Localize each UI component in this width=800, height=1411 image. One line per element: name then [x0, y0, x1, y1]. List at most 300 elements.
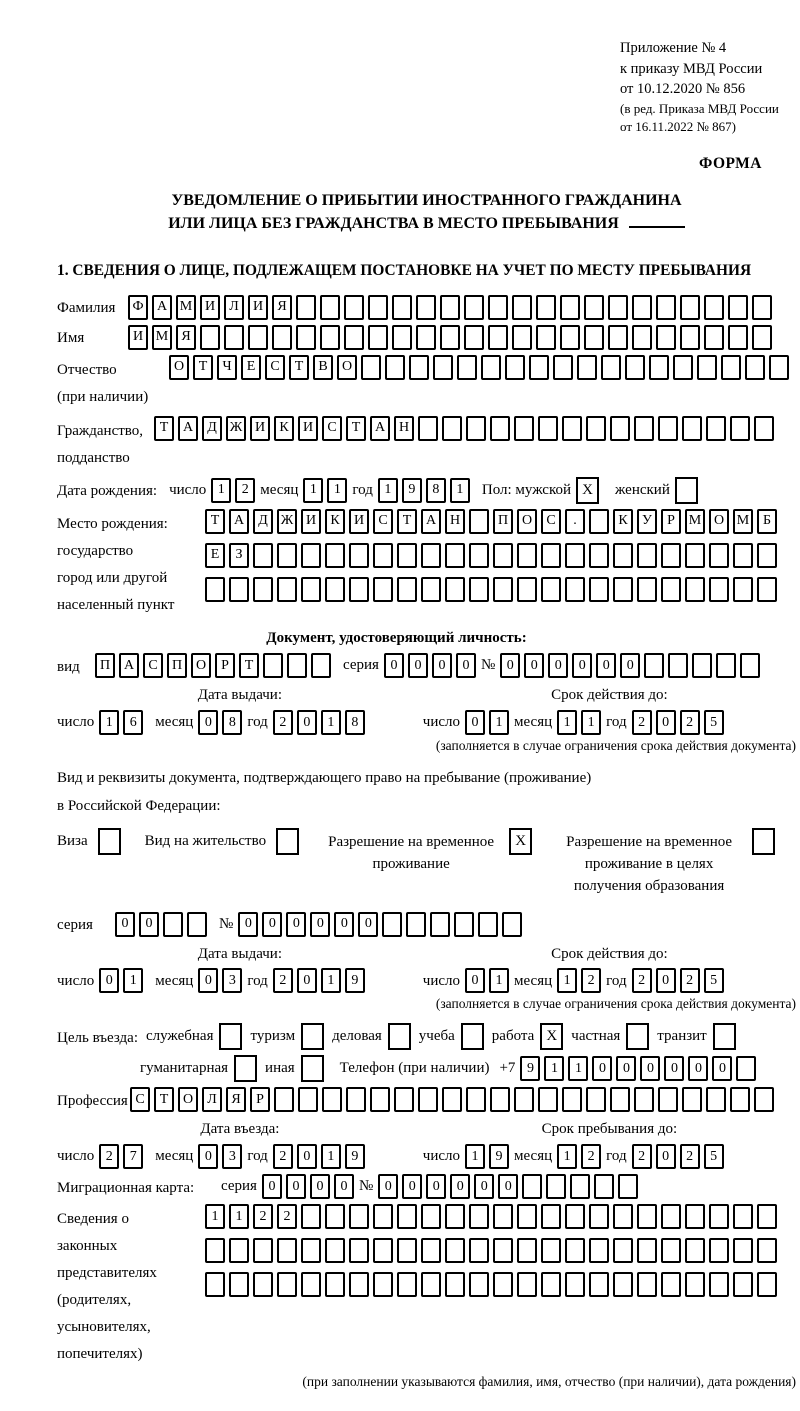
char-cell[interactable]	[301, 1272, 321, 1297]
char-cell[interactable]	[589, 1238, 609, 1263]
char-cell[interactable]	[709, 543, 729, 568]
char-cell[interactable]	[704, 295, 724, 320]
char-cell[interactable]	[656, 325, 676, 350]
char-cell[interactable]	[493, 1238, 513, 1263]
char-cell[interactable]	[445, 543, 465, 568]
char-cell[interactable]	[205, 1272, 225, 1297]
char-cell[interactable]	[721, 355, 741, 380]
char-cell[interactable]	[632, 295, 652, 320]
char-cell[interactable]: И	[200, 295, 220, 320]
char-cell[interactable]	[541, 1204, 561, 1229]
char-cell[interactable]: 0	[572, 653, 592, 678]
char-cell[interactable]: Л	[224, 295, 244, 320]
char-cell[interactable]: О	[337, 355, 357, 380]
char-cell[interactable]	[505, 355, 525, 380]
char-cell[interactable]: А	[229, 509, 249, 534]
char-cell[interactable]	[634, 416, 654, 441]
char-cell[interactable]	[637, 1272, 657, 1297]
char-cell[interactable]	[706, 416, 726, 441]
char-cell[interactable]	[661, 1204, 681, 1229]
char-cell[interactable]: 6	[123, 710, 143, 735]
char-cell[interactable]	[728, 325, 748, 350]
char-cell[interactable]	[649, 355, 669, 380]
char-cell[interactable]: С	[322, 416, 342, 441]
char-cell[interactable]	[613, 543, 633, 568]
char-cell[interactable]	[685, 543, 705, 568]
char-cell[interactable]: Т	[239, 653, 259, 678]
char-cell[interactable]	[709, 1272, 729, 1297]
char-cell[interactable]	[421, 543, 441, 568]
char-cell[interactable]: 9	[489, 1144, 509, 1169]
char-cell[interactable]: Н	[394, 416, 414, 441]
char-cell[interactable]: 1	[465, 1144, 485, 1169]
char-cell[interactable]	[730, 416, 750, 441]
char-cell[interactable]	[349, 1238, 369, 1263]
char-cell[interactable]	[272, 325, 292, 350]
char-cell[interactable]: 0	[115, 912, 135, 937]
char-cell[interactable]: 2	[680, 968, 700, 993]
char-cell[interactable]: Е	[205, 543, 225, 568]
char-cell[interactable]	[637, 543, 657, 568]
char-cell[interactable]: И	[301, 509, 321, 534]
char-cell[interactable]: 0	[616, 1056, 636, 1081]
char-cell[interactable]	[565, 577, 585, 602]
char-cell[interactable]	[277, 1272, 297, 1297]
char-cell[interactable]	[464, 295, 484, 320]
char-cell[interactable]: 9	[520, 1056, 540, 1081]
char-cell[interactable]: 0	[592, 1056, 612, 1081]
char-cell[interactable]	[385, 355, 405, 380]
char-cell[interactable]	[613, 1272, 633, 1297]
char-cell[interactable]	[361, 355, 381, 380]
char-cell[interactable]: 1	[205, 1204, 225, 1229]
char-cell[interactable]	[187, 912, 207, 937]
char-cell[interactable]	[406, 912, 426, 937]
char-cell[interactable]	[301, 1238, 321, 1263]
char-cell[interactable]: И	[128, 325, 148, 350]
char-cell[interactable]: 0	[297, 710, 317, 735]
char-cell[interactable]: М	[176, 295, 196, 320]
char-cell[interactable]	[757, 1238, 777, 1263]
char-cell[interactable]: П	[167, 653, 187, 678]
visa-checkbox[interactable]	[98, 828, 121, 855]
char-cell[interactable]: 0	[712, 1056, 732, 1081]
char-cell[interactable]	[421, 577, 441, 602]
char-cell[interactable]: 1	[321, 1144, 341, 1169]
char-cell[interactable]: С	[265, 355, 285, 380]
char-cell[interactable]	[488, 325, 508, 350]
char-cell[interactable]: 0	[358, 912, 378, 937]
char-cell[interactable]	[514, 416, 534, 441]
char-cell[interactable]	[733, 577, 753, 602]
char-cell[interactable]: Т	[346, 416, 366, 441]
char-cell[interactable]	[469, 1238, 489, 1263]
char-cell[interactable]	[541, 1272, 561, 1297]
char-cell[interactable]	[397, 1204, 417, 1229]
char-cell[interactable]: 8	[426, 478, 446, 503]
char-cell[interactable]: .	[565, 509, 585, 534]
char-cell[interactable]	[277, 577, 297, 602]
char-cell[interactable]: Е	[241, 355, 261, 380]
char-cell[interactable]	[594, 1174, 614, 1199]
char-cell[interactable]	[320, 325, 340, 350]
char-cell[interactable]	[325, 1238, 345, 1263]
char-cell[interactable]	[493, 543, 513, 568]
char-cell[interactable]: Т	[289, 355, 309, 380]
char-cell[interactable]	[512, 325, 532, 350]
char-cell[interactable]	[733, 543, 753, 568]
business-checkbox[interactable]	[388, 1023, 411, 1050]
char-cell[interactable]: П	[95, 653, 115, 678]
char-cell[interactable]	[445, 1238, 465, 1263]
char-cell[interactable]	[661, 1272, 681, 1297]
char-cell[interactable]	[769, 355, 789, 380]
char-cell[interactable]	[512, 295, 532, 320]
char-cell[interactable]	[397, 577, 417, 602]
char-cell[interactable]	[311, 653, 331, 678]
char-cell[interactable]: 2	[632, 710, 652, 735]
char-cell[interactable]	[394, 1087, 414, 1112]
char-cell[interactable]	[416, 325, 436, 350]
char-cell[interactable]	[685, 1272, 705, 1297]
char-cell[interactable]: 2	[581, 1144, 601, 1169]
char-cell[interactable]: Р	[250, 1087, 270, 1112]
char-cell[interactable]	[493, 1204, 513, 1229]
char-cell[interactable]	[536, 325, 556, 350]
char-cell[interactable]	[733, 1238, 753, 1263]
char-cell[interactable]	[658, 1087, 678, 1112]
char-cell[interactable]: 1	[450, 478, 470, 503]
char-cell[interactable]	[421, 1238, 441, 1263]
char-cell[interactable]	[298, 1087, 318, 1112]
char-cell[interactable]	[373, 543, 393, 568]
char-cell[interactable]: 0	[498, 1174, 518, 1199]
char-cell[interactable]	[368, 295, 388, 320]
char-cell[interactable]	[634, 1087, 654, 1112]
char-cell[interactable]	[517, 543, 537, 568]
char-cell[interactable]	[392, 295, 412, 320]
char-cell[interactable]	[697, 355, 717, 380]
char-cell[interactable]: Р	[661, 509, 681, 534]
char-cell[interactable]	[565, 1238, 585, 1263]
char-cell[interactable]: 1	[321, 968, 341, 993]
char-cell[interactable]: 0	[500, 653, 520, 678]
char-cell[interactable]: 1	[229, 1204, 249, 1229]
char-cell[interactable]	[661, 577, 681, 602]
char-cell[interactable]	[322, 1087, 342, 1112]
char-cell[interactable]: 0	[198, 1144, 218, 1169]
char-cell[interactable]: 0	[334, 912, 354, 937]
char-cell[interactable]	[618, 1174, 638, 1199]
char-cell[interactable]: Ф	[128, 295, 148, 320]
char-cell[interactable]	[644, 653, 664, 678]
char-cell[interactable]	[680, 325, 700, 350]
char-cell[interactable]: Р	[215, 653, 235, 678]
char-cell[interactable]	[546, 1174, 566, 1199]
char-cell[interactable]: 2	[273, 710, 293, 735]
char-cell[interactable]: Ч	[217, 355, 237, 380]
char-cell[interactable]	[493, 1272, 513, 1297]
char-cell[interactable]	[397, 1272, 417, 1297]
char-cell[interactable]: 9	[345, 968, 365, 993]
char-cell[interactable]: 0	[286, 912, 306, 937]
char-cell[interactable]	[730, 1087, 750, 1112]
char-cell[interactable]	[736, 1056, 756, 1081]
char-cell[interactable]: А	[370, 416, 390, 441]
char-cell[interactable]	[493, 577, 513, 602]
char-cell[interactable]	[466, 1087, 486, 1112]
char-cell[interactable]	[263, 653, 283, 678]
char-cell[interactable]	[320, 295, 340, 320]
char-cell[interactable]: 2	[680, 1144, 700, 1169]
char-cell[interactable]: 0	[99, 968, 119, 993]
char-cell[interactable]	[560, 325, 580, 350]
char-cell[interactable]	[586, 1087, 606, 1112]
char-cell[interactable]: 2	[273, 968, 293, 993]
char-cell[interactable]	[274, 1087, 294, 1112]
char-cell[interactable]: 2	[581, 968, 601, 993]
char-cell[interactable]: 8	[345, 710, 365, 735]
char-cell[interactable]	[442, 1087, 462, 1112]
char-cell[interactable]	[637, 577, 657, 602]
char-cell[interactable]: 0	[664, 1056, 684, 1081]
char-cell[interactable]	[668, 653, 688, 678]
char-cell[interactable]	[344, 325, 364, 350]
char-cell[interactable]	[608, 325, 628, 350]
char-cell[interactable]	[397, 543, 417, 568]
char-cell[interactable]: 1	[303, 478, 323, 503]
char-cell[interactable]	[368, 325, 388, 350]
char-cell[interactable]: А	[119, 653, 139, 678]
char-cell[interactable]	[704, 325, 724, 350]
char-cell[interactable]: Т	[397, 509, 417, 534]
char-cell[interactable]	[685, 1238, 705, 1263]
char-cell[interactable]	[163, 912, 183, 937]
char-cell[interactable]: 0	[656, 1144, 676, 1169]
char-cell[interactable]	[656, 295, 676, 320]
char-cell[interactable]	[253, 543, 273, 568]
char-cell[interactable]: К	[613, 509, 633, 534]
char-cell[interactable]	[709, 577, 729, 602]
char-cell[interactable]	[454, 912, 474, 937]
char-cell[interactable]: М	[152, 325, 172, 350]
char-cell[interactable]	[589, 509, 609, 534]
char-cell[interactable]: 0	[310, 1174, 330, 1199]
char-cell[interactable]	[253, 1272, 273, 1297]
char-cell[interactable]	[757, 1272, 777, 1297]
char-cell[interactable]: 0	[640, 1056, 660, 1081]
char-cell[interactable]: Т	[205, 509, 225, 534]
char-cell[interactable]	[529, 355, 549, 380]
tourism-checkbox[interactable]	[301, 1023, 324, 1050]
char-cell[interactable]: М	[733, 509, 753, 534]
char-cell[interactable]	[538, 1087, 558, 1112]
char-cell[interactable]	[469, 1272, 489, 1297]
char-cell[interactable]	[733, 1204, 753, 1229]
char-cell[interactable]: 1	[557, 968, 577, 993]
char-cell[interactable]	[277, 543, 297, 568]
char-cell[interactable]	[610, 416, 630, 441]
char-cell[interactable]: Ж	[226, 416, 246, 441]
char-cell[interactable]: 0	[297, 1144, 317, 1169]
char-cell[interactable]: 5	[704, 710, 724, 735]
char-cell[interactable]	[490, 416, 510, 441]
char-cell[interactable]: Н	[445, 509, 465, 534]
char-cell[interactable]: 0	[198, 968, 218, 993]
char-cell[interactable]: 1	[489, 968, 509, 993]
char-cell[interactable]: 0	[656, 968, 676, 993]
char-cell[interactable]: 0	[286, 1174, 306, 1199]
char-cell[interactable]	[464, 325, 484, 350]
char-cell[interactable]: 1	[321, 710, 341, 735]
char-cell[interactable]	[613, 577, 633, 602]
temporary-residence-education-checkbox[interactable]	[752, 828, 775, 855]
char-cell[interactable]	[541, 1238, 561, 1263]
char-cell[interactable]	[613, 1204, 633, 1229]
char-cell[interactable]	[301, 577, 321, 602]
char-cell[interactable]	[469, 1204, 489, 1229]
char-cell[interactable]	[658, 416, 678, 441]
char-cell[interactable]	[301, 1204, 321, 1229]
char-cell[interactable]: 2	[680, 710, 700, 735]
char-cell[interactable]: 0	[262, 912, 282, 937]
char-cell[interactable]	[733, 1272, 753, 1297]
char-cell[interactable]	[373, 1238, 393, 1263]
char-cell[interactable]	[301, 543, 321, 568]
char-cell[interactable]: 0	[310, 912, 330, 937]
char-cell[interactable]: 1	[489, 710, 509, 735]
char-cell[interactable]: 1	[544, 1056, 564, 1081]
char-cell[interactable]: М	[685, 509, 705, 534]
char-cell[interactable]: О	[169, 355, 189, 380]
char-cell[interactable]	[349, 1204, 369, 1229]
char-cell[interactable]	[296, 325, 316, 350]
char-cell[interactable]	[661, 543, 681, 568]
char-cell[interactable]: 0	[432, 653, 452, 678]
char-cell[interactable]: Д	[253, 509, 273, 534]
char-cell[interactable]	[478, 912, 498, 937]
char-cell[interactable]: 0	[620, 653, 640, 678]
char-cell[interactable]	[253, 577, 273, 602]
char-cell[interactable]: С	[130, 1087, 150, 1112]
male-checkbox[interactable]: Х	[576, 477, 599, 504]
char-cell[interactable]: И	[298, 416, 318, 441]
char-cell[interactable]	[445, 1204, 465, 1229]
char-cell[interactable]: С	[373, 509, 393, 534]
char-cell[interactable]	[481, 355, 501, 380]
char-cell[interactable]	[344, 295, 364, 320]
char-cell[interactable]	[382, 912, 402, 937]
char-cell[interactable]	[466, 416, 486, 441]
char-cell[interactable]: У	[637, 509, 657, 534]
char-cell[interactable]	[709, 1204, 729, 1229]
humanitarian-checkbox[interactable]	[234, 1055, 257, 1082]
char-cell[interactable]: 0	[465, 710, 485, 735]
char-cell[interactable]	[682, 416, 702, 441]
char-cell[interactable]	[565, 1272, 585, 1297]
business-trip-checkbox[interactable]	[219, 1023, 242, 1050]
char-cell[interactable]	[370, 1087, 390, 1112]
char-cell[interactable]	[325, 1272, 345, 1297]
char-cell[interactable]: 0	[426, 1174, 446, 1199]
char-cell[interactable]	[565, 1204, 585, 1229]
char-cell[interactable]: 1	[557, 710, 577, 735]
char-cell[interactable]	[610, 1087, 630, 1112]
char-cell[interactable]: О	[517, 509, 537, 534]
char-cell[interactable]	[682, 1087, 702, 1112]
char-cell[interactable]: 1	[327, 478, 347, 503]
char-cell[interactable]	[752, 295, 772, 320]
char-cell[interactable]	[589, 577, 609, 602]
char-cell[interactable]: 2	[632, 1144, 652, 1169]
char-cell[interactable]: Т	[154, 1087, 174, 1112]
char-cell[interactable]	[553, 355, 573, 380]
char-cell[interactable]	[728, 295, 748, 320]
char-cell[interactable]	[522, 1174, 542, 1199]
char-cell[interactable]: 2	[99, 1144, 119, 1169]
char-cell[interactable]	[392, 325, 412, 350]
char-cell[interactable]	[541, 543, 561, 568]
char-cell[interactable]	[325, 543, 345, 568]
char-cell[interactable]: 0	[456, 653, 476, 678]
char-cell[interactable]	[488, 295, 508, 320]
char-cell[interactable]	[625, 355, 645, 380]
char-cell[interactable]	[589, 1272, 609, 1297]
char-cell[interactable]	[469, 509, 489, 534]
char-cell[interactable]	[517, 1238, 537, 1263]
char-cell[interactable]	[608, 295, 628, 320]
char-cell[interactable]	[442, 416, 462, 441]
char-cell[interactable]: Т	[154, 416, 174, 441]
char-cell[interactable]: 0	[688, 1056, 708, 1081]
char-cell[interactable]: 0	[262, 1174, 282, 1199]
char-cell[interactable]: 1	[211, 478, 231, 503]
char-cell[interactable]	[565, 543, 585, 568]
char-cell[interactable]	[373, 1272, 393, 1297]
char-cell[interactable]	[469, 577, 489, 602]
char-cell[interactable]: 0	[408, 653, 428, 678]
char-cell[interactable]: 1	[557, 1144, 577, 1169]
char-cell[interactable]	[229, 1238, 249, 1263]
char-cell[interactable]: И	[248, 295, 268, 320]
char-cell[interactable]	[757, 577, 777, 602]
char-cell[interactable]	[685, 577, 705, 602]
char-cell[interactable]	[349, 543, 369, 568]
other-checkbox[interactable]	[301, 1055, 324, 1082]
char-cell[interactable]: С	[541, 509, 561, 534]
char-cell[interactable]	[517, 1204, 537, 1229]
char-cell[interactable]: 3	[222, 968, 242, 993]
char-cell[interactable]	[421, 1272, 441, 1297]
char-cell[interactable]: Д	[202, 416, 222, 441]
char-cell[interactable]	[637, 1204, 657, 1229]
char-cell[interactable]	[502, 912, 522, 937]
char-cell[interactable]	[541, 577, 561, 602]
char-cell[interactable]	[589, 543, 609, 568]
char-cell[interactable]	[430, 912, 450, 937]
char-cell[interactable]	[373, 577, 393, 602]
char-cell[interactable]: Я	[176, 325, 196, 350]
char-cell[interactable]: 1	[123, 968, 143, 993]
char-cell[interactable]	[570, 1174, 590, 1199]
char-cell[interactable]: В	[313, 355, 333, 380]
char-cell[interactable]: А	[421, 509, 441, 534]
char-cell[interactable]	[754, 1087, 774, 1112]
char-cell[interactable]: А	[178, 416, 198, 441]
char-cell[interactable]	[296, 295, 316, 320]
char-cell[interactable]	[229, 577, 249, 602]
char-cell[interactable]	[416, 295, 436, 320]
